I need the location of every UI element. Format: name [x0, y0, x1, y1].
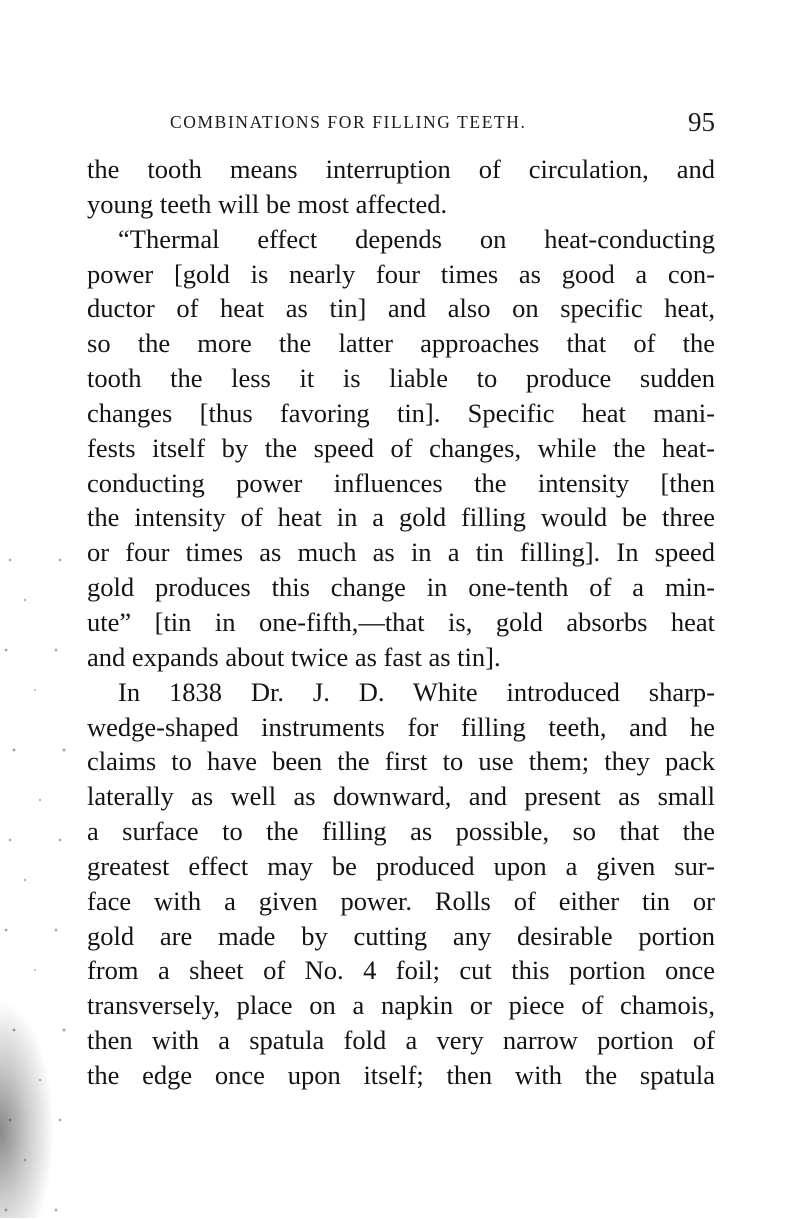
text-line: fests itself by the speed of changes, while the heat-	[87, 432, 715, 463]
body-text	[87, 152, 715, 1093]
text-line: ute” [tin in one-fifth,—that is, gold absorbs heat	[87, 606, 715, 637]
text-line: wedge-shaped instruments for filling teeth, and he	[87, 711, 715, 742]
text-line: “Thermal effect depends on heat-conducting	[118, 223, 715, 254]
text-line: changes [thus favoring tin]. Specific heat mani-	[87, 397, 715, 428]
text-line: claims to have been the first to use them; they pack	[87, 746, 715, 777]
running-head	[170, 107, 715, 142]
text-line: In 1838 Dr. J. D. White introduced sharp-	[118, 676, 715, 707]
text-line: conducting power influences the intensity [then	[87, 467, 715, 498]
text-line: or four times as much as in a tin filling]. In speed	[87, 537, 715, 568]
text-line: gold are made by cutting any desirable portion	[87, 920, 715, 951]
text-line: tooth the less it is liable to produce sudden	[87, 363, 715, 394]
text-line: greatest effect may be produced upon a given sur-	[87, 850, 715, 881]
text-line: ductor of heat as tin] and also on specific heat,	[87, 293, 715, 324]
page-number: 95	[688, 107, 715, 137]
text-line: gold produces this change in one-tenth of a min-	[87, 572, 715, 603]
text-line: transversely, place on a napkin or piece of chamois,	[87, 990, 715, 1021]
text-line: the edge once upon itself; then with the spatula	[87, 1059, 715, 1090]
text-line: a surface to the filling as possible, so that the	[87, 816, 715, 847]
text-line: power [gold is nearly four times as good a con-	[87, 258, 715, 289]
text-line: then with a spatula fold a very narrow portion of	[87, 1025, 715, 1056]
text-line: and expands about twice as fast as tin].	[87, 641, 501, 672]
text-line: the tooth means interruption of circulation, and	[87, 154, 715, 184]
text-line: face with a given power. Rolls of either tin or	[87, 885, 715, 916]
text-line: the intensity of heat in a gold filling would be three	[87, 502, 715, 533]
scan-gutter-shadow	[0, 1000, 55, 1218]
text-line: laterally as well as downward, and present as small	[87, 781, 715, 812]
text-line: so the more the latter approaches that of the	[87, 328, 715, 359]
running-head-title: COMBINATIONS FOR FILLING TEETH.	[170, 112, 527, 132]
text-line: from a sheet of No. 4 foil; cut this portion once	[87, 955, 715, 986]
text-line: young teeth will be most affected.	[87, 188, 448, 219]
